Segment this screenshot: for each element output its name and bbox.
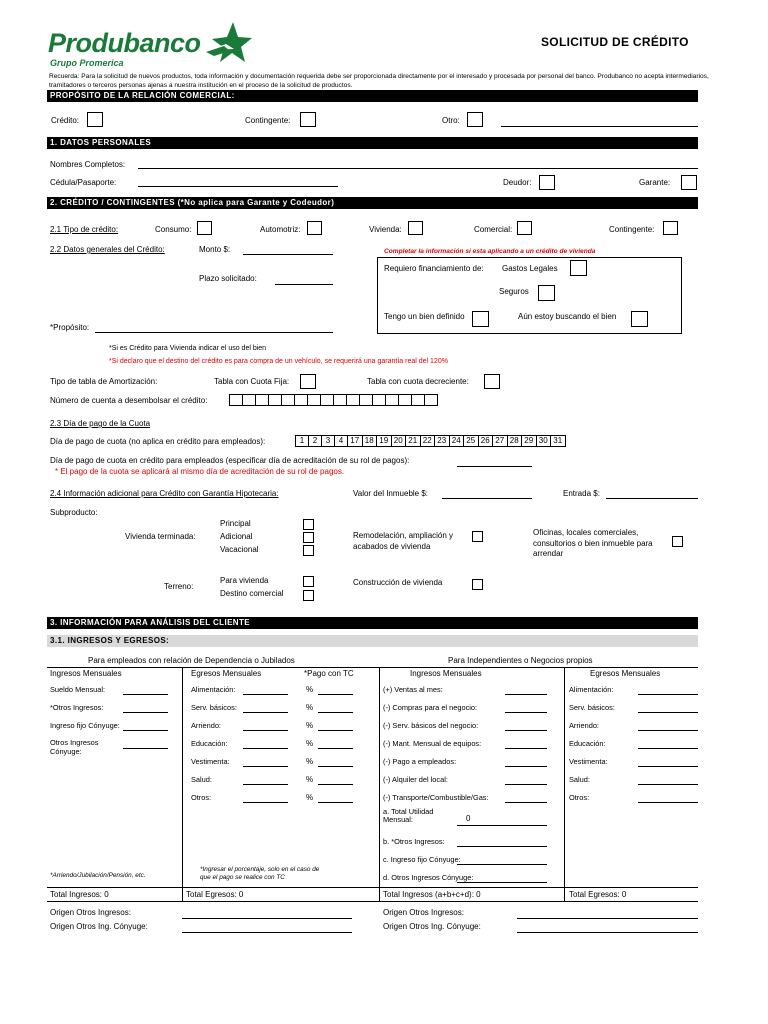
dep-egreso-field[interactable]: [243, 694, 288, 695]
ingreso-conyuge-label: Ingreso fijo Cónyuge:: [50, 721, 120, 730]
entrada-field[interactable]: [606, 498, 698, 499]
pct-sign: %: [306, 757, 314, 766]
hipoteca-title: 2.4 Información adicional para Crédito con Garantía Hipotecaria:: [50, 489, 279, 498]
credito-checkbox[interactable]: [87, 112, 103, 127]
principal-checkbox[interactable]: [303, 519, 314, 530]
dep-egreso-field[interactable]: [243, 730, 288, 731]
cedula-field[interactable]: [138, 186, 338, 187]
cuota-decreciente-checkbox[interactable]: [484, 374, 500, 389]
vacacional-checkbox[interactable]: [303, 545, 314, 556]
bien-definido-checkbox[interactable]: [472, 311, 489, 327]
adicional-label: Adicional: [220, 532, 253, 541]
otros-conyuge-label-1: Otros Ingresos: [50, 738, 99, 747]
dia-pago-box[interactable]: 19: [376, 435, 392, 447]
cuota-fija-checkbox[interactable]: [300, 374, 316, 389]
contingente-label: Contingente:: [245, 116, 291, 125]
pct-field[interactable]: [318, 694, 353, 695]
tc-footnote-2: que el pago se realice con TC: [200, 874, 285, 881]
garante-checkbox[interactable]: [681, 175, 697, 190]
dia-pago-box[interactable]: 21: [405, 435, 421, 447]
contingente-checkbox[interactable]: [300, 112, 316, 127]
dia-pago-box[interactable]: 26: [478, 435, 494, 447]
automotriz-label: Automotriz:: [260, 225, 301, 234]
origen-conyuge-dep-label: Origen Otros Ing. Cónyuge:: [50, 922, 148, 931]
uso-bien-note: *Si es Crédito para Vivienda indicar el uso del bien: [109, 345, 267, 352]
pago-tc-header: *Pago con TC: [304, 669, 354, 678]
vivienda-note: Completar la información si esta aplicando a un crédito de vivienda: [384, 248, 596, 255]
star-logo-icon: [206, 22, 252, 64]
c-fijo-field[interactable]: [457, 864, 547, 865]
pct-sign: %: [306, 775, 314, 784]
ind-ingreso-label: (-) Serv. básicos del negocio:: [383, 721, 479, 730]
destino-comercial-label: Destino comercial: [220, 589, 284, 598]
ind-ingreso-label: (+) Ventas al mes:: [383, 685, 443, 694]
ind-egreso-label: Vestimenta:: [569, 757, 608, 766]
empleados-label: Día de pago de cuota en crédito para empleados (especificar día de acreditación de su rol de pagos):: [50, 456, 410, 465]
remodelacion-label: Remodelación, ampliación y: [353, 531, 454, 540]
dep-egreso-label: Serv. básicos:: [191, 703, 237, 712]
para-vivienda-checkbox[interactable]: [303, 576, 314, 587]
remodelacion-checkbox[interactable]: [472, 531, 483, 542]
consumo-label: Consumo:: [155, 225, 192, 234]
dia-pago-box[interactable]: 4: [334, 435, 348, 447]
seguros-checkbox[interactable]: [538, 285, 555, 301]
otros-ingresos-label: *Otros Ingresos:: [50, 703, 104, 712]
requiero-label: Requiero financiamiento de:: [384, 264, 484, 273]
pct-field[interactable]: [318, 712, 353, 713]
contingente-tipo-checkbox[interactable]: [663, 221, 678, 235]
total-utilidad-label-2: Mensual:: [383, 815, 413, 824]
dia-pago-box[interactable]: 30: [536, 435, 552, 447]
gastos-legales-checkbox[interactable]: [570, 260, 587, 276]
cuota-fija-label: Tabla con Cuota Fija:: [214, 377, 290, 386]
proposito-field[interactable]: [95, 332, 333, 333]
pct-field[interactable]: [318, 802, 353, 803]
deudor-label: Deudor:: [503, 178, 532, 187]
ind-egresos-header: Egresos Mensuales: [590, 669, 661, 678]
entrada-label: Entrada $:: [563, 489, 600, 498]
ind-egreso-label: Serv. básicos:: [569, 703, 615, 712]
notice-text: Recuerda: Para la solicitud de nuevos productos, toda información y documentación requerida debe ser proporcionada directamente por el interesado y procesada por personal del banco. Produbanco no acepta intermediarios, tramitadores o terceros personas ajenas a nuestra institución en el proceso de la solicitud de productos.: [49, 73, 709, 89]
amortizacion-label: Tipo de tabla de Amortización:: [50, 377, 158, 386]
independientes-title: Para Independientes o Negocios propios: [448, 656, 593, 665]
consumo-checkbox[interactable]: [197, 221, 212, 235]
total-utilidad-label-1: a. Total Utilidad: [383, 807, 434, 816]
origen-otros-dep-label: Origen Otros Ingresos:: [50, 908, 131, 917]
ind-ingreso-field[interactable]: [505, 784, 547, 785]
comercial-label: Comercial:: [474, 225, 513, 234]
ind-ingreso-label: (-) Mant. Mensual de equipos:: [383, 739, 482, 748]
pct-sign: %: [306, 721, 314, 730]
cuenta-label: Número de cuenta a desembolsar el crédito:: [50, 396, 208, 405]
valor-inmueble-label: Valor del Inmueble $:: [353, 489, 429, 498]
dep-egreso-label: Alimentación:: [191, 685, 236, 694]
otros-ingresos-field[interactable]: [123, 712, 168, 713]
empleados-note: * El pago de la cuota se aplicará al mismo día de acreditación de su rol de pagos.: [55, 467, 345, 476]
dep-egreso-label: Educación:: [191, 739, 228, 748]
total-egresos-ind: Total Egresos: 0: [569, 890, 627, 899]
otros-conyuge-field[interactable]: [123, 748, 168, 749]
oficinas-label-1: Oficinas, locales comerciales,: [533, 528, 639, 537]
oficinas-label-2: consultorios o bien inmueble para: [533, 539, 653, 548]
pct-field[interactable]: [318, 766, 353, 767]
dia-pago-boxes[interactable]: [295, 435, 565, 447]
dia-pago-box[interactable]: 25: [463, 435, 479, 447]
ind-egreso-field[interactable]: [638, 802, 698, 803]
comercial-checkbox[interactable]: [517, 221, 532, 235]
dia-pago-box[interactable]: 27: [492, 435, 508, 447]
section-credito-heading: 2. CRÉDITO / CONTINGENTES (*No aplica para Garante y Codeudor): [47, 197, 698, 209]
cuota-decreciente-label: Tabla con cuota decreciente:: [367, 377, 469, 386]
vacacional-label: Vacacional: [220, 545, 259, 554]
dep-egreso-label: Vestimenta:: [191, 757, 230, 766]
dia-pago-box[interactable]: 31: [550, 435, 566, 447]
deudor-checkbox[interactable]: [539, 175, 555, 190]
acabados-label: acabados de vivienda: [353, 542, 431, 551]
ind-egreso-label: Alimentación:: [569, 685, 614, 694]
ind-egreso-field[interactable]: [638, 748, 698, 749]
construccion-label: Construcción de vivienda: [353, 578, 443, 587]
pct-field[interactable]: [318, 730, 353, 731]
buscando-checkbox[interactable]: [631, 311, 648, 327]
total-utilidad-value: 0: [466, 814, 471, 823]
origen-conyuge-ind-label: Origen Otros Ing. Cónyuge:: [383, 922, 481, 931]
dia-pago-box[interactable]: 2: [308, 435, 322, 447]
terreno-label: Terreno:: [164, 582, 194, 591]
otro-label: Otro:: [442, 116, 460, 125]
credito-label: Crédito:: [51, 116, 80, 125]
dia-pago-box[interactable]: 17: [347, 435, 363, 447]
ind-ingreso-label: (-) Compras para el negocio:: [383, 703, 478, 712]
ind-egreso-field[interactable]: [638, 730, 698, 731]
vivienda-terminada-label: Vivienda terminada:: [125, 532, 196, 541]
dia-pago-box[interactable]: 3: [321, 435, 335, 447]
bien-definido-label: Tengo un bien definido: [384, 312, 465, 321]
automotriz-checkbox[interactable]: [307, 221, 322, 235]
dep-egreso-label: Arriendo:: [191, 721, 221, 730]
dep-egreso-field[interactable]: [243, 784, 288, 785]
otros-conyuge-label-2: Cónyuge:: [50, 747, 82, 756]
seguros-label: Seguros: [499, 287, 529, 296]
dep-egreso-label: Otros:: [191, 793, 212, 802]
ind-ingreso-field[interactable]: [505, 748, 547, 749]
oficinas-checkbox[interactable]: [672, 536, 683, 547]
column-divider: [379, 667, 380, 902]
ind-ingreso-field[interactable]: [505, 730, 547, 731]
dia-pago-box[interactable]: 28: [507, 435, 523, 447]
ingresos-egresos-heading: 3.1. INGRESOS Y EGRESOS:: [47, 635, 698, 647]
column-divider: [564, 667, 565, 902]
ind-egreso-label: Educación:: [569, 739, 606, 748]
dep-egreso-field[interactable]: [243, 766, 288, 767]
oficinas-label-3: arrendar: [533, 549, 564, 558]
tipo-credito-title: 2.1 Tipo de crédito:: [50, 225, 119, 234]
dep-egreso-field[interactable]: [243, 712, 288, 713]
nombres-label: Nombres Completos:: [50, 160, 126, 169]
brand-logo-text: Produbanco: [48, 28, 201, 58]
otro-field[interactable]: [501, 126, 698, 127]
c-fijo-label: c. Ingreso fijo Cónyuge:: [383, 855, 461, 864]
b-otros-label: b. *Otros Ingresos:: [383, 837, 445, 846]
dia-pago-box[interactable]: 29: [521, 435, 537, 447]
valor-inmueble-field[interactable]: [442, 498, 532, 499]
ind-egreso-label: Salud:: [569, 775, 590, 784]
dia-pago-box[interactable]: 23: [434, 435, 450, 447]
plazo-field[interactable]: [275, 284, 333, 285]
dep-ingresos-header: Ingresos Mensuales: [50, 669, 122, 678]
vivienda-checkbox[interactable]: [408, 221, 423, 235]
column-divider: [182, 667, 183, 902]
total-utilidad-field[interactable]: [457, 825, 547, 826]
pct-field[interactable]: [318, 784, 353, 785]
pct-sign: %: [306, 793, 314, 802]
dep-egreso-field[interactable]: [243, 802, 288, 803]
ind-egreso-label: Otros:: [569, 793, 590, 802]
ind-egreso-field[interactable]: [638, 784, 698, 785]
ind-egreso-label: Arriendo:: [569, 721, 599, 730]
vehiculo-note: *Si declaro que el destino del crédito es para compra de un vehículo, se requerirá una garantía real del 120%: [109, 358, 448, 365]
destino-comercial-checkbox[interactable]: [303, 590, 314, 601]
datos-generales-title: 2.2 Datos generales del Crédito:: [50, 245, 165, 254]
nombres-field[interactable]: [138, 168, 698, 169]
pct-field[interactable]: [318, 748, 353, 749]
dia-pago-box[interactable]: 20: [391, 435, 407, 447]
section-analisis-heading: 3. INFORMACIÓN PARA ANÁLISIS DEL CLIENTE: [47, 617, 698, 629]
vivienda-label: Vivienda:: [369, 225, 402, 234]
sueldo-label: Sueldo Mensual:: [50, 685, 106, 694]
tc-footnote-1: *Ingresar el porcentaje, solo en el caso de: [200, 866, 320, 873]
ind-egreso-field[interactable]: [638, 712, 698, 713]
dia-pago-box[interactable]: 22: [420, 435, 436, 447]
dependencia-title: Para empleados con relación de Dependencia o Jubilados: [88, 656, 295, 665]
ingreso-conyuge-field[interactable]: [123, 730, 168, 731]
monto-field[interactable]: [243, 254, 333, 255]
otro-checkbox[interactable]: [467, 112, 483, 127]
contingente-tipo-label: Contingente:: [609, 225, 655, 234]
document-title: SOLICITUD DE CRÉDITO: [541, 35, 689, 49]
gastos-legales-label: Gastos Legales: [502, 264, 558, 273]
ind-ingreso-field[interactable]: [505, 712, 547, 713]
d-otros-label: d. Otros Ingresos Cónyuge:: [383, 873, 474, 882]
brand-subtitle: Grupo Promerica: [50, 58, 124, 68]
cuenta-digit-boxes[interactable]: [229, 394, 437, 406]
totals-bottom-rule: [47, 901, 698, 902]
ind-ingreso-field[interactable]: [505, 694, 547, 695]
origen-otros-ind-field[interactable]: [517, 918, 698, 919]
cedula-label: Cédula/Pasaporte:: [50, 178, 117, 187]
ind-ingreso-label: (-) Alquiler del local:: [383, 775, 448, 784]
d-otros-field[interactable]: [457, 882, 547, 883]
proposito-label: *Propósito:: [50, 323, 90, 332]
subproducto-label: Subproducto:: [50, 508, 98, 517]
buscando-label: Aún estoy buscando el bien: [518, 312, 617, 321]
origen-conyuge-ind-field[interactable]: [517, 932, 698, 933]
totals-top-rule: [47, 887, 698, 888]
b-otros-field[interactable]: [457, 846, 547, 847]
section-proposito-heading: PROPÓSITO DE LA RELACIÓN COMERCIAL:: [47, 90, 698, 102]
origen-otros-dep-field[interactable]: [182, 918, 352, 919]
total-ingresos-dep: Total Ingresos: 0: [50, 890, 109, 899]
ind-egreso-field[interactable]: [638, 694, 698, 695]
table-top-rule: [47, 667, 698, 668]
dia-pago-title: 2.3 Día de pago de la Cuota: [50, 419, 151, 428]
plazo-label: Plazo solicitado:: [199, 274, 257, 283]
ind-ingreso-field[interactable]: [505, 802, 547, 803]
empleados-field[interactable]: [457, 466, 532, 467]
adicional-checkbox[interactable]: [303, 532, 314, 543]
dep-egresos-header: Egresos Mensuales: [191, 669, 262, 678]
ind-ingresos-header: Ingresos Mensuales: [410, 669, 482, 678]
ind-ingreso-label: (-) Transporte/Combustible/Gas:: [383, 793, 489, 802]
para-vivienda-label: Para vivienda: [220, 576, 269, 585]
pct-sign: %: [306, 739, 314, 748]
monto-label: Monto $:: [199, 245, 231, 254]
construccion-checkbox[interactable]: [472, 579, 483, 590]
total-egresos-dep: Total Egresos: 0: [186, 890, 244, 899]
dia-pago-box[interactable]: 24: [449, 435, 465, 447]
dia-pago-box[interactable]: 1: [295, 435, 309, 447]
pct-sign: %: [306, 703, 314, 712]
sueldo-field[interactable]: [123, 694, 168, 695]
pct-sign: %: [306, 685, 314, 694]
dep-egreso-label: Salud:: [191, 775, 212, 784]
arriendo-footnote: *Arriendo/Jubilación/Pensión, etc.: [50, 872, 146, 879]
garante-label: Garante:: [639, 178, 671, 187]
ind-ingreso-field[interactable]: [505, 766, 547, 767]
origen-conyuge-dep-field[interactable]: [182, 932, 352, 933]
dia-pago-box[interactable]: 18: [362, 435, 378, 447]
principal-label: Principal: [220, 519, 251, 528]
section-datos-heading: 1. DATOS PERSONALES: [47, 137, 698, 149]
ind-ingreso-label: (-) Pago a empleados:: [383, 757, 457, 766]
dep-egreso-field[interactable]: [243, 748, 288, 749]
origen-otros-ind-label: Origen Otros Ingresos:: [383, 908, 464, 917]
dia-pago-label: Día de pago de cuota (no aplica en crédito para empleados):: [50, 437, 266, 446]
ind-egreso-field[interactable]: [638, 766, 698, 767]
total-ingresos-ind: Total Ingresos (a+b+c+d): 0: [383, 890, 481, 899]
